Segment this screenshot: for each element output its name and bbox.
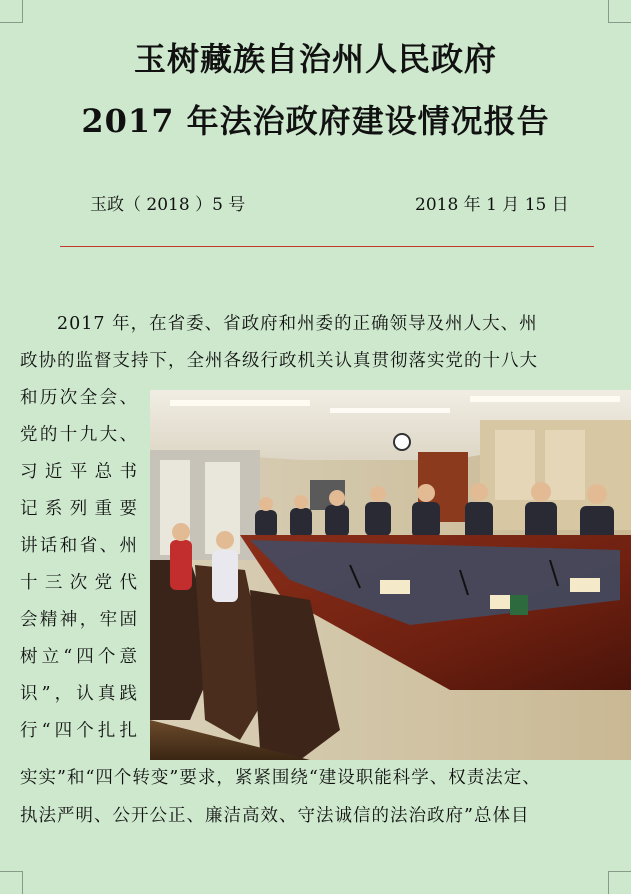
body-line-1: 2017 年，在省委、省政府和州委的正确领导及州人大、州 [20, 314, 538, 334]
body-line-after-photo-2: 执法严明、公开公正、廉洁高效、守法诚信的法治政府”总体目 [20, 806, 530, 826]
corner-mark-bottom-left [0, 871, 23, 894]
wrapped-line: 习近平总书 [20, 462, 138, 482]
red-divider-rule [60, 246, 594, 247]
document-title-line-2: 2017 年法治政府建设情况报告 [81, 102, 550, 140]
body-line-2: 政协的监督支持下，全州各级行政机关认真贯彻落实党的十八大 [20, 351, 538, 371]
wrapped-line: 十三次党代 [20, 573, 138, 593]
wrapped-line: 会精神，牢固 [20, 610, 138, 630]
wrapped-line: 讲话和省、州 [20, 536, 138, 556]
meeting-photo [150, 390, 631, 760]
wrapped-line: 记系列重要 [20, 499, 138, 519]
wrapped-line: 树立“四个意 [20, 647, 138, 667]
wrapped-line: 行“四个扎扎 [20, 721, 138, 741]
corner-mark-top-left [0, 0, 23, 23]
document-title-line-1: 玉树藏族自治州人民政府 [133, 40, 497, 78]
corner-mark-bottom-right [608, 871, 631, 894]
document-date: 2018 年 1 月 15 日 [415, 195, 569, 215]
wrapped-line: 识”，认真践 [20, 684, 138, 704]
wrapped-line: 和历次全会、 [20, 388, 138, 408]
corner-mark-top-right [608, 0, 631, 23]
body-line-after-photo-1: 实实”和“四个转变”要求，紧紧围绕“建设职能科学、权责法定、 [20, 768, 541, 788]
document-number: 玉政（ 2018 ）5 号 [90, 195, 246, 215]
wrapped-line: 党的十九大、 [20, 425, 138, 445]
